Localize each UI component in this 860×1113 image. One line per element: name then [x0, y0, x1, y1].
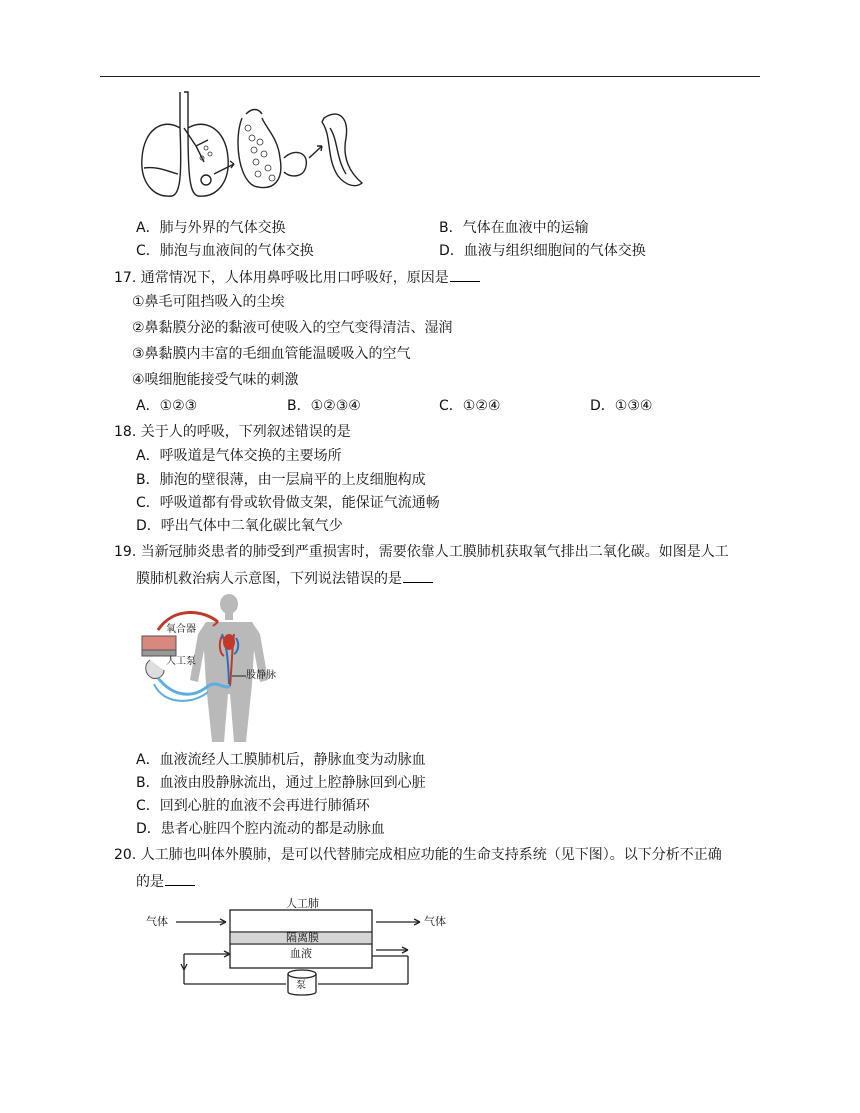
question-text: 人工肺也叫体外膜肺，是可以代替肺完成相应功能的生命支持系统（见下图）。以下分析不正确	[140, 847, 722, 863]
question-number: 20.	[114, 847, 137, 863]
q17-option-a[interactable]	[136, 396, 197, 416]
option-text: 血液与组织细胞间的气体交换	[463, 243, 646, 259]
option-letter: B．	[136, 775, 160, 791]
question-number: 17.	[114, 270, 137, 286]
option-letter: C．	[136, 495, 160, 511]
option-letter: A．	[136, 448, 160, 464]
q19-stem-line1	[114, 542, 729, 562]
q17-option-b[interactable]	[287, 396, 361, 416]
q18-stem	[114, 422, 351, 442]
femoral-vein-label: 股静脉	[246, 670, 276, 681]
oxygenator-label: 氧合器	[166, 624, 196, 635]
pump-label: 泵	[296, 980, 306, 991]
q20-stem-line1	[114, 845, 722, 865]
question-text: 当新冠肺炎患者的肺受到严重损害时，需要依靠人工膜肺机获取氧气排出二氧化碳。如图是人工	[140, 544, 729, 560]
option-letter: D．	[590, 398, 615, 414]
q16-option-d[interactable]	[439, 241, 646, 261]
option-letter: C．	[136, 243, 160, 259]
q19-stem-line2	[136, 568, 433, 589]
option-text: 气体在血液中的运输	[462, 220, 589, 236]
option-letter: A．	[136, 752, 160, 768]
question-text: 关于人的呼吸，下列叙述错误的是	[140, 424, 351, 440]
respiratory-system-figure	[134, 88, 374, 204]
option-text: 回到心脏的血液不会再进行肺循环	[159, 798, 370, 814]
answer-blank[interactable]	[165, 871, 195, 886]
option-text: 肺泡与血液间的气体交换	[159, 243, 314, 259]
option-text: ①②④	[462, 398, 501, 414]
option-text: ①②③④	[310, 398, 361, 414]
q18-option-d[interactable]	[136, 516, 343, 536]
q16-option-c[interactable]	[136, 241, 314, 261]
membrane-label: 隔离膜	[286, 931, 319, 944]
q19-option-b[interactable]	[136, 773, 426, 793]
q16-option-a[interactable]	[136, 218, 286, 238]
option-letter: A．	[136, 398, 160, 414]
q18-option-b[interactable]	[136, 470, 426, 490]
answer-blank[interactable]	[403, 568, 433, 583]
option-text: 呼出气体中二氧化碳比氧气少	[160, 518, 343, 534]
option-text: 肺与外界的气体交换	[159, 220, 286, 236]
option-text: 患者心脏四个腔内流动的都是动脉血	[160, 821, 385, 837]
q17-stem	[114, 267, 480, 288]
q17-statement-4: ④嗅细胞能接受气味的刺激	[132, 372, 299, 388]
option-text: 呼吸道都有骨或软骨做支架，能保证气流通畅	[159, 495, 440, 511]
option-letter: D．	[439, 243, 464, 259]
option-letter: C．	[136, 798, 160, 814]
option-text: 肺泡的壁很薄，由一层扁平的上皮细胞构成	[159, 472, 426, 488]
artificial-lung-figure	[140, 898, 470, 998]
q16-option-b[interactable]	[439, 218, 589, 238]
question-text: 的是	[136, 874, 164, 890]
q17-option-d[interactable]	[590, 396, 652, 416]
q19-option-c[interactable]	[136, 796, 370, 816]
human-body-silhouette	[134, 594, 284, 744]
q17-statement-1: ①鼻毛可阻挡吸入的尘埃	[132, 294, 285, 310]
q19-option-d[interactable]	[136, 819, 385, 839]
question-text: 膜肺机救治病人示意图，下列说法错误的是	[136, 571, 402, 587]
q17-statement-2: ②鼻黏膜分泌的黏液可使吸入的空气变得清洁、湿润	[132, 320, 453, 336]
q17-option-c[interactable]	[439, 396, 500, 416]
ecmo-patient-figure	[134, 594, 284, 744]
q20-stem-line2	[136, 871, 195, 892]
blood-label: 血液	[290, 947, 312, 960]
option-letter: B．	[136, 472, 160, 488]
option-text: ①③④	[614, 398, 653, 414]
q18-option-a[interactable]	[136, 446, 342, 466]
gas-in-label: 气体	[146, 915, 168, 928]
option-text: 血液流经人工膜肺机后，静脉血变为动脉血	[159, 752, 426, 768]
option-text: ①②③	[159, 398, 198, 414]
answer-blank[interactable]	[450, 267, 480, 282]
option-letter: D．	[136, 821, 161, 837]
pump-label: 人工泵	[166, 656, 196, 667]
question-number: 18.	[114, 424, 137, 440]
option-letter: B．	[287, 398, 311, 414]
q17-statement-3: ③鼻黏膜内丰富的毛细血管能温暖吸入的空气	[132, 346, 411, 362]
option-text: 血液由股静脉流出，通过上腔静脉回到心脏	[159, 775, 426, 791]
option-letter: D．	[136, 518, 161, 534]
question-text: 通常情况下，人体用鼻呼吸比用口呼吸好，原因是	[140, 270, 449, 286]
option-letter: A．	[136, 220, 160, 236]
header-rule	[100, 76, 760, 77]
question-number: 19.	[114, 544, 137, 560]
artificial-lung-label: 人工肺	[286, 897, 319, 910]
option-text: 呼吸道是气体交换的主要场所	[159, 448, 342, 464]
q18-option-c[interactable]	[136, 493, 440, 513]
gas-out-label: 气体	[424, 915, 446, 928]
option-letter: B．	[439, 220, 463, 236]
option-letter: C．	[439, 398, 463, 414]
q19-option-a[interactable]	[136, 750, 426, 770]
